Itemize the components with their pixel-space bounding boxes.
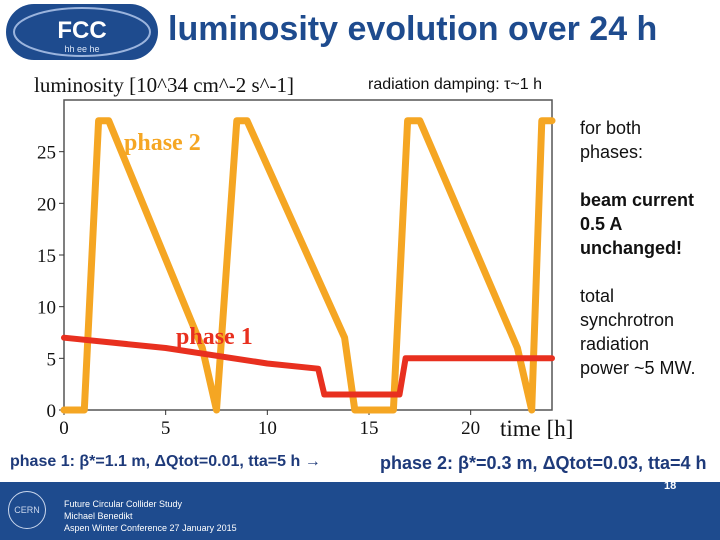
x-tick-label: 10 [257,418,277,439]
y-tick-label: 10 [37,297,56,319]
side-note-line: for both [580,118,642,138]
footer-text [64,498,237,534]
damping-note: radiation damping: τ~1 h [368,76,542,93]
side-note-line: 0.5 A [580,214,623,234]
phase2-label: phase 2 [124,130,201,156]
footer-line: Michael Benedikt [64,511,133,521]
footer-line: Aspen Winter Conference 27 January 2015 [64,523,237,533]
fcc-logo-mark [6,4,158,60]
y-axis-label: luminosity [10^34 cm^-2 s^-1] [34,73,294,97]
phase1-label: phase 1 [176,324,253,350]
phase1-params: phase 1: β*=1.1 m, ΔQtot=0.01, tta=5 h → [10,453,321,470]
logo-sub-text: hh ee he [64,44,100,54]
y-tick-label: 0 [46,401,56,422]
side-note-line: unchanged! [580,238,682,258]
logo-main-text: FCC [57,17,107,44]
side-note-power [580,284,696,380]
side-note-line: phases: [580,142,644,162]
phase2-params: phase 2: β*=0.3 m, ΔQtot=0.03, tta=4 h [380,453,707,473]
x-tick-label: 15 [359,418,379,439]
x-tick-label: 0 [59,418,69,439]
y-tick-label: 5 [46,349,56,371]
header-band [0,0,720,66]
side-note-line: synchrotron [580,310,675,330]
footer-line: Future Circular Collider Study [64,499,183,509]
x-axis-label: time [h] [500,416,574,441]
cern-logo: CERN [8,491,46,529]
side-note-line: power ~5 MW. [580,358,696,378]
y-tick-label: 20 [37,194,56,216]
side-note-intro [580,116,643,164]
x-tick-label: 5 [160,418,171,439]
side-note-current [580,188,694,260]
page-number: 18 [664,480,677,492]
fcc-logo [6,4,158,60]
side-note-line: radiation [580,334,650,354]
side-note-line: total [580,286,615,306]
y-tick-label: 25 [37,142,56,164]
side-note-line: beam current [580,190,695,210]
y-tick-label: 15 [37,246,56,267]
slide-title: luminosity evolution over 24 h [168,10,658,48]
x-tick-label: 20 [461,418,481,439]
